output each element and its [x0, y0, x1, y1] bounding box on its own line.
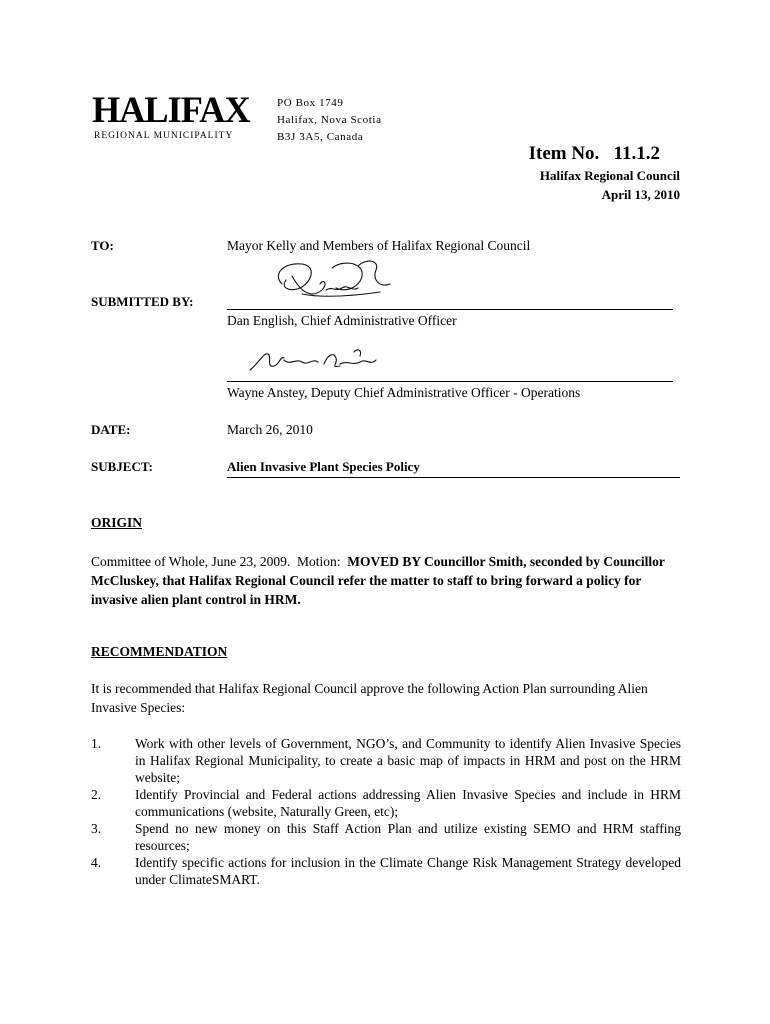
date-value: March 26, 2010	[227, 422, 313, 437]
list-item	[91, 735, 681, 786]
action-plan-list	[91, 735, 681, 888]
recommendation-intro: It is recommended that Halifax Regional Council approve the following Action Plan surrounding Alien Invasive Species:	[91, 681, 648, 715]
list-item-text: Spend no new money on this Staff Action Plan and utilize existing SEMO and HRM staffing resources;	[135, 821, 681, 853]
list-item	[91, 820, 681, 854]
origin-heading: ORIGIN	[91, 515, 143, 530]
signature-wayne-anstey	[244, 344, 384, 378]
address-line: Halifax, Nova Scotia	[277, 114, 382, 126]
list-item-number: 4.	[91, 855, 102, 870]
signature-line	[227, 309, 673, 310]
origin-motion: MOVED BY Councillor Smith, seconded by Councillor McCluskey, that Halifax Regional Council refer the matter to staff to bring forward a policy for invasive alien plant control in HRM.	[91, 554, 665, 607]
logo-subtitle: REGIONAL MUNICIPALITY	[94, 131, 234, 141]
meeting-date: April 13, 2010	[601, 187, 680, 202]
list-item	[91, 854, 681, 888]
subject-value: Alien Invasive Plant Species Policy	[227, 458, 680, 478]
origin-text	[91, 552, 681, 609]
address-line: B3J 3A5, Canada	[277, 131, 364, 143]
submitted-by-label: SUBMITTED BY:	[91, 294, 194, 309]
address-line: PO Box 1749	[277, 97, 344, 109]
list-item-text: Identify Provincial and Federal actions addressing Alien Invasive Species and include in HRM communications (website, Naturally Green, etc);	[135, 787, 681, 819]
council-block	[540, 166, 680, 204]
logo-wordmark: HALIFAX	[92, 90, 250, 131]
subject-label: SUBJECT:	[91, 459, 153, 474]
council-name: Halifax Regional Council	[539, 168, 680, 183]
submitter-cao: Dan English, Chief Administrative Officer	[227, 313, 457, 328]
item-number: Item No. 11.1.2	[528, 143, 660, 164]
list-item-number: 2.	[91, 787, 102, 802]
date-label: DATE:	[91, 422, 131, 437]
signature-line	[227, 381, 673, 382]
origin-text-plain: Committee of Whole, June 23, 2009. Motion:	[91, 554, 348, 569]
list-item-text: Work with other levels of Government, NGO’s, and Community to identify Alien Invasive Species in Halifax Regional Municipality, to create a basic map of impacts in HRM and post on the HRM website;	[135, 736, 681, 785]
submitter-deputy-cao: Wayne Anstey, Deputy Chief Administrative Officer - Operations	[227, 385, 581, 400]
recommendation-heading: RECOMMENDATION	[91, 644, 228, 659]
to-value: Mayor Kelly and Members of Halifax Regional Council	[227, 238, 531, 253]
mailing-address	[277, 95, 382, 146]
list-item	[91, 786, 681, 820]
to-label: TO:	[91, 238, 114, 253]
list-item-number: 3.	[91, 821, 102, 836]
halifax-logo	[90, 90, 250, 143]
signature-dan-english	[262, 254, 397, 306]
list-item-text: Identify specific actions for inclusion in the Climate Change Risk Management Strategy developed under ClimateSMART.	[135, 855, 681, 887]
list-item-number: 1.	[91, 736, 102, 751]
